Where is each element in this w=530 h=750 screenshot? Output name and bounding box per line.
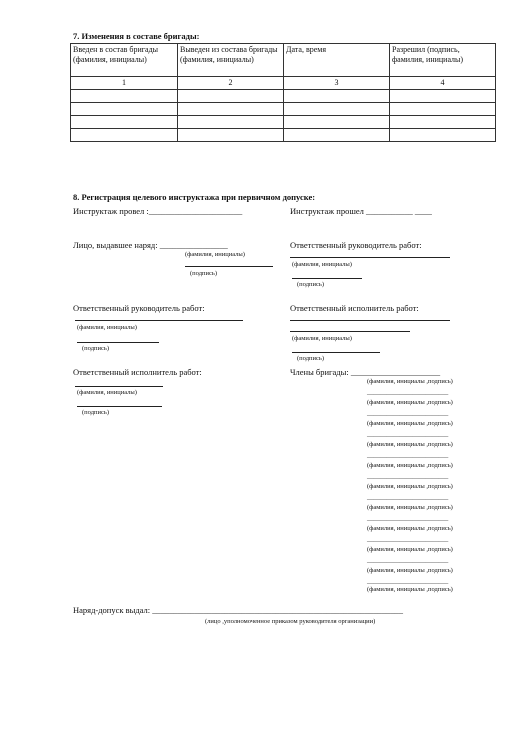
table-cell[interactable]	[178, 129, 284, 142]
section-7-title: 7. Изменения в составе бригады:	[73, 31, 200, 41]
table-cell[interactable]	[178, 103, 284, 116]
resp-manager-fio-line[interactable]	[290, 257, 450, 258]
team-changes-table	[70, 43, 496, 142]
resp-executor-2-signature-line[interactable]	[77, 406, 162, 407]
member-line[interactable]: _________________________	[367, 410, 449, 417]
table-cell[interactable]	[284, 103, 390, 116]
table-row	[71, 90, 496, 103]
column-number: 2	[178, 77, 284, 90]
resp-executor-label: Ответственный исполнитель работ:	[290, 303, 419, 313]
resp-executor-fio-caption: (фамилия, инициалы)	[292, 335, 352, 342]
resp-manager-signature-line[interactable]	[292, 278, 362, 279]
column-number: 1	[71, 77, 178, 90]
resp-executor-2-signature-caption: (подпись)	[82, 409, 109, 416]
briefing-conducted: Инструктаж провел :______________________	[73, 206, 243, 216]
member-caption: (фамилия, инициалы ,подпись)	[367, 483, 453, 490]
table-cell[interactable]	[390, 129, 496, 142]
member-caption: (фамилия, инициалы ,подпись)	[367, 420, 453, 427]
issued-by-label: Наряд-допуск выдал: ___________________________________________________________	[73, 605, 404, 615]
member-line[interactable]: _________________________	[367, 494, 449, 501]
table-cell[interactable]	[71, 90, 178, 103]
resp-manager-label-2: Ответственный руководитель работ:	[73, 303, 205, 313]
table-cell[interactable]	[71, 129, 178, 142]
table-cell[interactable]	[71, 103, 178, 116]
member-caption: (фамилия, инициалы ,подпись)	[367, 462, 453, 469]
table-header-row	[71, 44, 496, 77]
table-cell[interactable]	[390, 116, 496, 129]
table-cell[interactable]	[284, 116, 390, 129]
resp-manager-2-signature-caption: (подпись)	[82, 345, 109, 352]
table-cell[interactable]	[390, 103, 496, 116]
table-cell[interactable]	[284, 129, 390, 142]
resp-manager-fio-caption: (фамилия, инициалы)	[292, 261, 352, 268]
resp-manager-signature-caption: (подпись)	[297, 281, 324, 288]
column-number-row	[71, 77, 496, 90]
table-row	[71, 103, 496, 116]
issuer-signature-line[interactable]	[185, 266, 273, 267]
header-removed: Выведен из состава бригады (фамилия, инициалы)	[178, 44, 284, 77]
member-caption: (фамилия, инициалы ,подпись)	[367, 378, 453, 385]
table-cell[interactable]	[71, 116, 178, 129]
issuer-label: Лицо, выдавшее наряд: ________________	[73, 240, 228, 250]
header-authorized: Разрешил (подпись, фамилия, инициалы)	[390, 44, 496, 77]
member-line[interactable]: _________________________	[367, 578, 449, 585]
table-cell[interactable]	[284, 90, 390, 103]
member-line[interactable]: _________________________	[367, 536, 449, 543]
member-caption: (фамилия, инициалы ,подпись)	[367, 441, 453, 448]
member-line[interactable]: _________________________	[367, 389, 449, 396]
issued-by-caption: (лицо ,уполномоченное приказом руководителя организации)	[205, 618, 376, 625]
resp-manager-2-fio-line[interactable]	[75, 320, 243, 321]
section-8-title: 8. Регистрация целевого инструктажа при первичном допуске:	[73, 192, 316, 202]
briefing-received: Инструктаж прошел ___________ ____	[290, 206, 432, 216]
column-number: 3	[284, 77, 390, 90]
header-datetime: Дата, время	[284, 44, 390, 77]
resp-manager-label: Ответственный руководитель работ:	[290, 240, 422, 250]
resp-executor-fio-line[interactable]	[290, 331, 410, 332]
member-caption: (фамилия, инициалы ,подпись)	[367, 567, 453, 574]
resp-executor-2-fio-caption: (фамилия, инициалы)	[77, 389, 137, 396]
member-line[interactable]: _________________________	[367, 431, 449, 438]
resp-executor-signature-line[interactable]	[292, 352, 380, 353]
table-cell[interactable]	[178, 90, 284, 103]
member-line[interactable]: _________________________	[367, 515, 449, 522]
member-caption: (фамилия, инициалы ,подпись)	[367, 399, 453, 406]
member-line[interactable]: _________________________	[367, 557, 449, 564]
column-number: 4	[390, 77, 496, 90]
resp-executor-line-1[interactable]	[290, 320, 450, 321]
resp-manager-2-fio-caption: (фамилия, инициалы)	[77, 324, 137, 331]
table-row	[71, 116, 496, 129]
member-caption: (фамилия, инициалы ,подпись)	[367, 525, 453, 532]
member-caption: (фамилия, инициалы ,подпись)	[367, 546, 453, 553]
resp-manager-2-signature-line[interactable]	[77, 342, 159, 343]
member-caption: (фамилия, инициалы ,подпись)	[367, 504, 453, 511]
resp-executor-signature-caption: (подпись)	[297, 355, 324, 362]
resp-executor-2-fio-line[interactable]	[75, 386, 163, 387]
table-row	[71, 129, 496, 142]
member-caption: (фамилия, инициалы ,подпись)	[367, 586, 453, 593]
issuer-signature-caption: (подпись)	[190, 270, 217, 277]
member-line[interactable]: _________________________	[367, 452, 449, 459]
resp-executor-label-2: Ответственный исполнитель работ:	[73, 367, 202, 377]
header-added: Введен в состав бригады (фамилия, инициалы)	[71, 44, 178, 77]
issuer-fio-caption: (фамилия, инициалы)	[185, 251, 245, 258]
table-cell[interactable]	[390, 90, 496, 103]
member-line[interactable]: _________________________	[367, 473, 449, 480]
table-cell[interactable]	[178, 116, 284, 129]
team-members-label: Члены бригады: _____________________	[290, 367, 441, 377]
